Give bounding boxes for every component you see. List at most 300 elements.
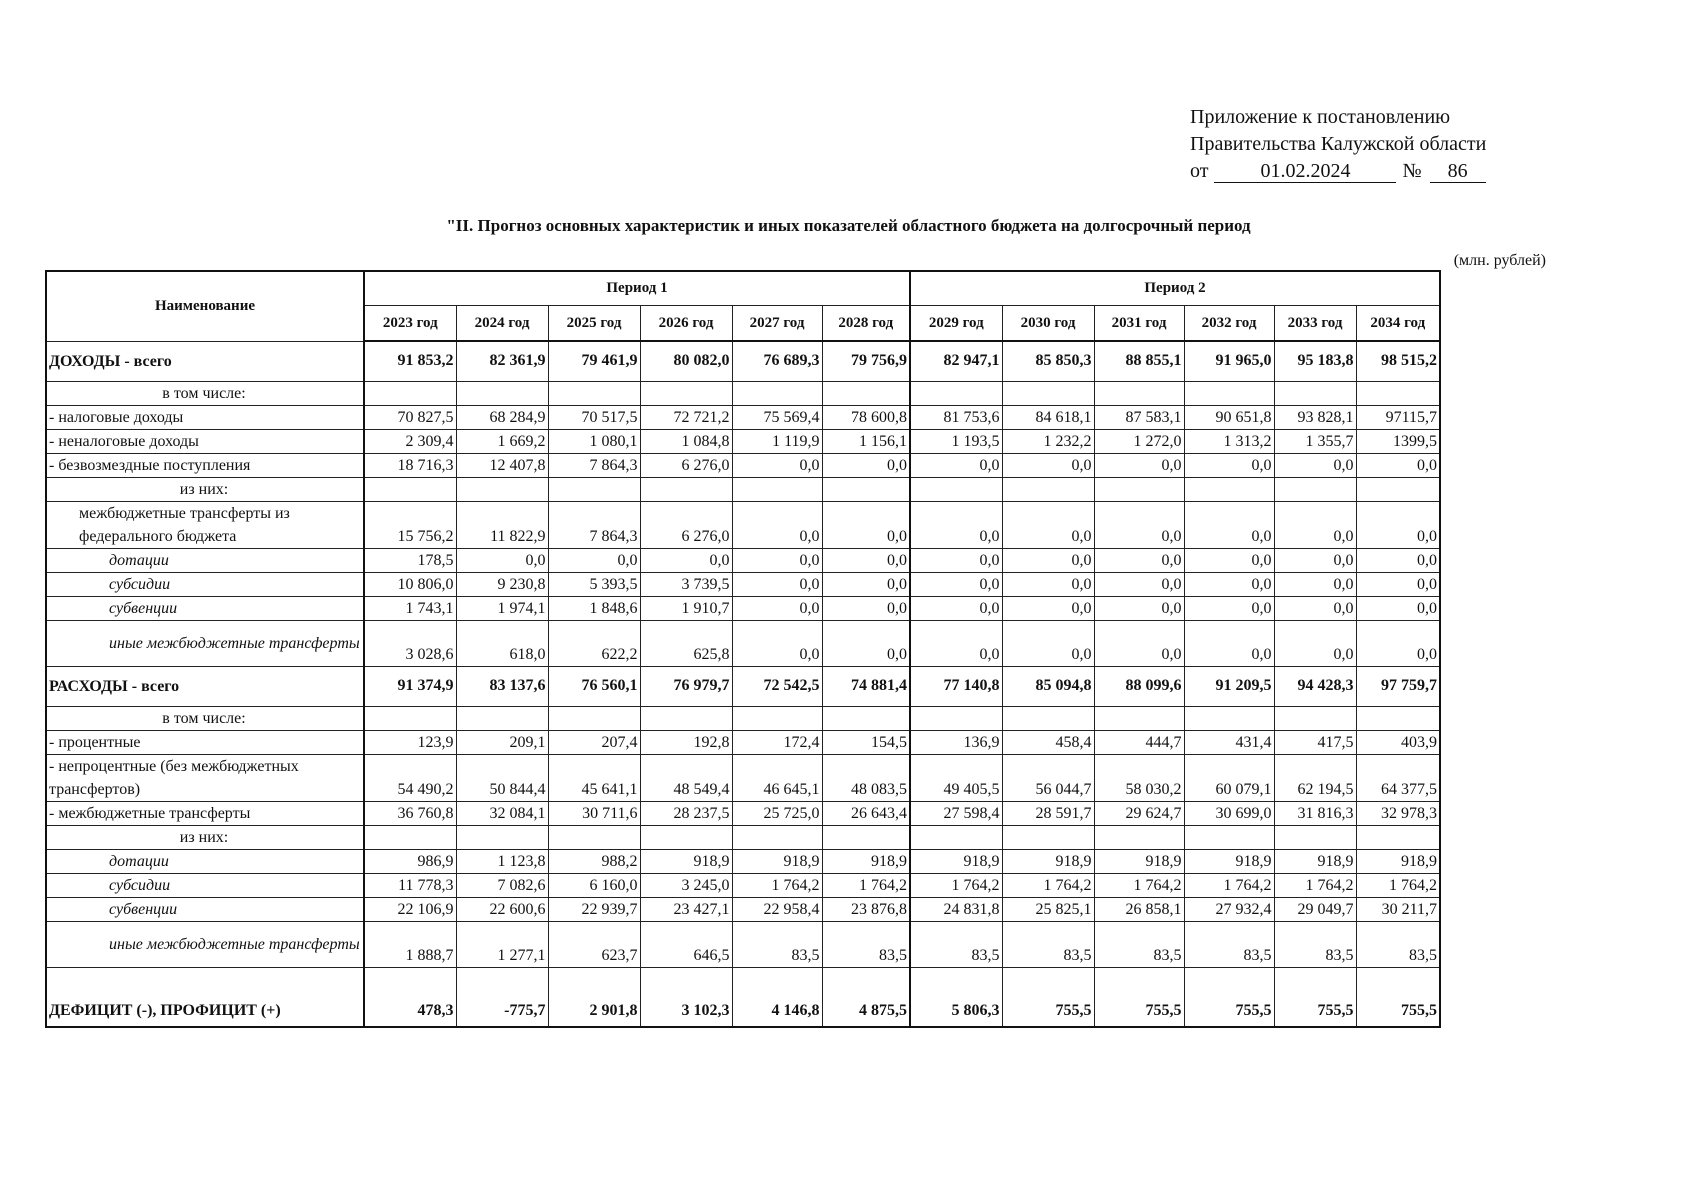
value-cell: 0,0 (910, 572, 1002, 596)
value-cell: 3 102,3 (640, 967, 732, 1027)
value-cell: 0,0 (1184, 596, 1274, 620)
row-label: субсидии (46, 572, 364, 596)
value-cell: 0,0 (640, 548, 732, 572)
value-cell: 62 194,5 (1274, 754, 1356, 801)
value-cell: 1 743,1 (364, 596, 456, 620)
value-cell (1356, 477, 1440, 501)
value-cell: 85 850,3 (1002, 341, 1094, 381)
value-cell: 32 084,1 (456, 801, 548, 825)
value-cell: 18 716,3 (364, 453, 456, 477)
value-cell: 1 974,1 (456, 596, 548, 620)
table-row (46, 620, 1440, 666)
value-cell: 75 569,4 (732, 405, 822, 429)
value-cell (1274, 381, 1356, 405)
value-cell: 0,0 (732, 453, 822, 477)
value-cell (910, 477, 1002, 501)
value-cell: 30 211,7 (1356, 897, 1440, 921)
value-cell: 986,9 (364, 849, 456, 873)
row-label: субвенции (46, 897, 364, 921)
value-cell: 458,4 (1002, 730, 1094, 754)
value-cell (1184, 706, 1274, 730)
value-cell: 136,9 (910, 730, 1002, 754)
table-row (46, 501, 1440, 548)
value-cell (732, 825, 822, 849)
row-label: в том числе: (46, 706, 364, 730)
value-cell: 64 377,5 (1356, 754, 1440, 801)
value-cell: -775,7 (456, 967, 548, 1027)
value-cell (1356, 706, 1440, 730)
value-cell: 0,0 (1184, 501, 1274, 548)
approval-number: 86 (1430, 160, 1486, 183)
value-cell: 1 277,1 (456, 921, 548, 967)
value-cell: 417,5 (1274, 730, 1356, 754)
value-cell: 207,4 (548, 730, 640, 754)
value-cell (1184, 381, 1274, 405)
value-cell: 622,2 (548, 620, 640, 666)
value-cell: 48 549,4 (640, 754, 732, 801)
value-cell: 25 825,1 (1002, 897, 1094, 921)
value-cell: 0,0 (732, 548, 822, 572)
value-cell: 1 764,2 (1184, 873, 1274, 897)
value-cell: 403,9 (1356, 730, 1440, 754)
value-cell: 49 405,5 (910, 754, 1002, 801)
value-cell (456, 825, 548, 849)
row-label: - безвозмездные поступления (46, 453, 364, 477)
value-cell: 68 284,9 (456, 405, 548, 429)
value-cell: 0,0 (548, 548, 640, 572)
value-cell: 3 245,0 (640, 873, 732, 897)
value-cell (640, 825, 732, 849)
value-cell: 755,5 (1356, 967, 1440, 1027)
value-cell: 0,0 (732, 620, 822, 666)
value-cell: 79 461,9 (548, 341, 640, 381)
value-cell (732, 477, 822, 501)
approval-date-line (1190, 158, 1590, 185)
value-cell: 646,5 (640, 921, 732, 967)
value-cell: 6 276,0 (640, 501, 732, 548)
value-cell: 60 079,1 (1184, 754, 1274, 801)
value-cell: 431,4 (1184, 730, 1274, 754)
value-cell: 83,5 (1184, 921, 1274, 967)
value-cell: 918,9 (1094, 849, 1184, 873)
value-cell (548, 381, 640, 405)
value-cell: 26 643,4 (822, 801, 910, 825)
table-row (46, 429, 1440, 453)
row-label: субвенции (46, 596, 364, 620)
value-cell: 755,5 (1274, 967, 1356, 1027)
approval-number-label: № (1402, 160, 1422, 182)
value-cell: 77 140,8 (910, 666, 1002, 706)
table-row (46, 596, 1440, 620)
value-cell: 10 806,0 (364, 572, 456, 596)
row-label: РАСХОДЫ - всего (46, 666, 364, 706)
value-cell: 88 855,1 (1094, 341, 1184, 381)
value-cell: 83,5 (732, 921, 822, 967)
row-label: дотации (46, 548, 364, 572)
table-row (46, 801, 1440, 825)
value-cell: 76 560,1 (548, 666, 640, 706)
table-row (46, 873, 1440, 897)
row-label: в том числе: (46, 381, 364, 405)
units-label: (млн. рублей) (1453, 252, 1546, 269)
value-cell: 91 374,9 (364, 666, 456, 706)
value-cell (1274, 706, 1356, 730)
value-cell: 0,0 (1274, 620, 1356, 666)
value-cell: 26 858,1 (1094, 897, 1184, 921)
value-cell: 0,0 (822, 572, 910, 596)
value-cell: 0,0 (1094, 548, 1184, 572)
value-cell: 918,9 (732, 849, 822, 873)
value-cell: 1399,5 (1356, 429, 1440, 453)
value-cell (640, 381, 732, 405)
value-cell: 31 816,3 (1274, 801, 1356, 825)
value-cell: 56 044,7 (1002, 754, 1094, 801)
value-cell: 24 831,8 (910, 897, 1002, 921)
value-cell: 0,0 (1274, 548, 1356, 572)
row-label: из них: (46, 825, 364, 849)
value-cell: 28 591,7 (1002, 801, 1094, 825)
value-cell: 1 764,2 (1274, 873, 1356, 897)
value-cell: 1 764,2 (822, 873, 910, 897)
value-cell: 83 137,6 (456, 666, 548, 706)
value-cell: 0,0 (910, 548, 1002, 572)
table-row (46, 453, 1440, 477)
value-cell: 78 600,8 (822, 405, 910, 429)
value-cell (732, 381, 822, 405)
table-row (46, 849, 1440, 873)
year-header: 2034 год (1356, 306, 1440, 342)
value-cell: 23 876,8 (822, 897, 910, 921)
value-cell: 0,0 (1094, 620, 1184, 666)
value-cell: 1 123,8 (456, 849, 548, 873)
value-cell: 1 764,2 (1002, 873, 1094, 897)
year-header: 2029 год (910, 306, 1002, 342)
table-row (46, 666, 1440, 706)
value-cell: 6 276,0 (640, 453, 732, 477)
value-cell (1094, 706, 1184, 730)
value-cell: 81 753,6 (910, 405, 1002, 429)
period-1-header: Период 1 (364, 271, 910, 306)
name-column-header: Наименование (46, 271, 364, 341)
table-row (46, 967, 1440, 1027)
value-cell (1184, 477, 1274, 501)
value-cell: 22 939,7 (548, 897, 640, 921)
value-cell: 36 760,8 (364, 801, 456, 825)
year-header: 2031 год (1094, 306, 1184, 342)
value-cell (456, 706, 548, 730)
value-cell: 7 864,3 (548, 501, 640, 548)
year-header: 2023 год (364, 306, 456, 342)
value-cell: 0,0 (910, 596, 1002, 620)
value-cell: 0,0 (1094, 596, 1184, 620)
value-cell: 5 393,5 (548, 572, 640, 596)
period-2-header: Период 2 (910, 271, 1440, 306)
value-cell (1002, 825, 1094, 849)
year-header: 2027 год (732, 306, 822, 342)
value-cell: 58 030,2 (1094, 754, 1184, 801)
value-cell: 0,0 (1002, 501, 1094, 548)
value-cell (640, 477, 732, 501)
value-cell: 0,0 (1356, 620, 1440, 666)
value-cell: 0,0 (1274, 596, 1356, 620)
value-cell: 22 106,9 (364, 897, 456, 921)
value-cell (1094, 477, 1184, 501)
value-cell: 85 094,8 (1002, 666, 1094, 706)
value-cell: 83,5 (1356, 921, 1440, 967)
value-cell: 83,5 (1002, 921, 1094, 967)
value-cell: 0,0 (1002, 572, 1094, 596)
value-cell (364, 825, 456, 849)
value-cell (1356, 825, 1440, 849)
value-cell: 0,0 (1094, 453, 1184, 477)
value-cell: 0,0 (1356, 548, 1440, 572)
value-cell: 0,0 (732, 572, 822, 596)
table-row (46, 825, 1440, 849)
value-cell: 87 583,1 (1094, 405, 1184, 429)
value-cell: 12 407,8 (456, 453, 548, 477)
row-label: межбюджетные трансферты из федерального бюджета (46, 501, 364, 548)
approval-line-1: Приложение к постановлению (1190, 106, 1451, 128)
row-label: - неналоговые доходы (46, 429, 364, 453)
value-cell: 22 600,6 (456, 897, 548, 921)
value-cell: 4 875,5 (822, 967, 910, 1027)
value-cell: 0,0 (1356, 453, 1440, 477)
value-cell: 46 645,1 (732, 754, 822, 801)
value-cell: 50 844,4 (456, 754, 548, 801)
table-row (46, 754, 1440, 801)
value-cell (548, 706, 640, 730)
value-cell: 76 689,3 (732, 341, 822, 381)
value-cell: 79 756,9 (822, 341, 910, 381)
value-cell: 625,8 (640, 620, 732, 666)
table-row (46, 405, 1440, 429)
value-cell (910, 706, 1002, 730)
value-cell: 4 146,8 (732, 967, 822, 1027)
row-label: - процентные (46, 730, 364, 754)
approval-line-2: Правительства Калужской области (1190, 133, 1487, 155)
value-cell: 7 864,3 (548, 453, 640, 477)
budget-forecast-table (45, 270, 1441, 1028)
value-cell: 29 049,7 (1274, 897, 1356, 921)
value-cell: 1 355,7 (1274, 429, 1356, 453)
value-cell: 0,0 (1356, 501, 1440, 548)
value-cell (1274, 825, 1356, 849)
value-cell: 154,5 (822, 730, 910, 754)
year-header: 2026 год (640, 306, 732, 342)
value-cell: 45 641,1 (548, 754, 640, 801)
value-cell: 209,1 (456, 730, 548, 754)
value-cell: 25 725,0 (732, 801, 822, 825)
value-cell: 0,0 (1274, 453, 1356, 477)
value-cell: 0,0 (732, 596, 822, 620)
value-cell: 0,0 (1184, 548, 1274, 572)
value-cell: 0,0 (732, 501, 822, 548)
value-cell: 30 711,6 (548, 801, 640, 825)
value-cell: 0,0 (1002, 453, 1094, 477)
value-cell: 7 082,6 (456, 873, 548, 897)
value-cell (1002, 381, 1094, 405)
approval-block (1190, 104, 1590, 185)
value-cell: 1 156,1 (822, 429, 910, 453)
value-cell: 72 721,2 (640, 405, 732, 429)
value-cell: 0,0 (1002, 596, 1094, 620)
value-cell: 1 764,2 (1356, 873, 1440, 897)
value-cell: 918,9 (822, 849, 910, 873)
year-header: 2030 год (1002, 306, 1094, 342)
value-cell (732, 706, 822, 730)
value-cell: 90 651,8 (1184, 405, 1274, 429)
value-cell: 918,9 (1184, 849, 1274, 873)
table-row (46, 477, 1440, 501)
value-cell: 0,0 (456, 548, 548, 572)
row-label: дотации (46, 849, 364, 873)
value-cell: 94 428,3 (1274, 666, 1356, 706)
value-cell: 0,0 (1274, 501, 1356, 548)
value-cell: 70 517,5 (548, 405, 640, 429)
value-cell: 29 624,7 (1094, 801, 1184, 825)
value-cell (548, 477, 640, 501)
value-cell (640, 706, 732, 730)
value-cell: 83,5 (1274, 921, 1356, 967)
value-cell: 1 888,7 (364, 921, 456, 967)
value-cell: 918,9 (910, 849, 1002, 873)
table-row (46, 897, 1440, 921)
value-cell: 1 669,2 (456, 429, 548, 453)
value-cell (822, 381, 910, 405)
value-cell (1184, 825, 1274, 849)
approval-date: 01.02.2024 (1214, 160, 1396, 183)
value-cell (1094, 825, 1184, 849)
value-cell (822, 477, 910, 501)
value-cell: 0,0 (1184, 453, 1274, 477)
value-cell: 192,8 (640, 730, 732, 754)
value-cell: 27 598,4 (910, 801, 1002, 825)
value-cell: 27 932,4 (1184, 897, 1274, 921)
value-cell: 1 910,7 (640, 596, 732, 620)
value-cell: 0,0 (822, 596, 910, 620)
value-cell: 88 099,6 (1094, 666, 1184, 706)
value-cell: 755,5 (1002, 967, 1094, 1027)
value-cell: 918,9 (1274, 849, 1356, 873)
value-cell: 0,0 (1184, 620, 1274, 666)
value-cell (456, 381, 548, 405)
value-cell: 83,5 (910, 921, 1002, 967)
value-cell (364, 706, 456, 730)
table-row (46, 341, 1440, 381)
value-cell: 97115,7 (1356, 405, 1440, 429)
year-header: 2024 год (456, 306, 548, 342)
value-cell: 0,0 (910, 501, 1002, 548)
table-row (46, 381, 1440, 405)
value-cell: 172,4 (732, 730, 822, 754)
table-row (46, 572, 1440, 596)
value-cell: 918,9 (1356, 849, 1440, 873)
row-label: ДОХОДЫ - всего (46, 341, 364, 381)
value-cell: 82 947,1 (910, 341, 1002, 381)
value-cell: 3 028,6 (364, 620, 456, 666)
value-cell: 82 361,9 (456, 341, 548, 381)
value-cell: 84 618,1 (1002, 405, 1094, 429)
value-cell: 0,0 (1094, 501, 1184, 548)
value-cell: 83,5 (822, 921, 910, 967)
row-label: - межбюджетные трансферты (46, 801, 364, 825)
value-cell: 918,9 (1002, 849, 1094, 873)
row-label: иные межбюджетные трансферты (46, 921, 364, 967)
value-cell: 1 764,2 (732, 873, 822, 897)
row-label: - налоговые доходы (46, 405, 364, 429)
row-label: из них: (46, 477, 364, 501)
value-cell: 2 309,4 (364, 429, 456, 453)
value-cell: 755,5 (1094, 967, 1184, 1027)
value-cell: 0,0 (1356, 596, 1440, 620)
value-cell (456, 477, 548, 501)
value-cell: 74 881,4 (822, 666, 910, 706)
value-cell: 1 193,5 (910, 429, 1002, 453)
value-cell: 1 084,8 (640, 429, 732, 453)
value-cell (910, 381, 1002, 405)
value-cell (822, 825, 910, 849)
value-cell (1094, 381, 1184, 405)
value-cell: 22 958,4 (732, 897, 822, 921)
value-cell: 0,0 (910, 453, 1002, 477)
value-cell: 123,9 (364, 730, 456, 754)
value-cell: 0,0 (1356, 572, 1440, 596)
value-cell: 0,0 (822, 620, 910, 666)
value-cell: 0,0 (910, 620, 1002, 666)
table-row (46, 548, 1440, 572)
value-cell: 623,7 (548, 921, 640, 967)
value-cell: 15 756,2 (364, 501, 456, 548)
value-cell: 444,7 (1094, 730, 1184, 754)
value-cell: 1 119,9 (732, 429, 822, 453)
value-cell (822, 706, 910, 730)
value-cell: 0,0 (1002, 620, 1094, 666)
document-title: "II. Прогноз основных характеристик и иных показателей областного бюджета на долгосрочный период (446, 216, 1251, 235)
row-label: субсидии (46, 873, 364, 897)
value-cell: 1 232,2 (1002, 429, 1094, 453)
value-cell: 28 237,5 (640, 801, 732, 825)
value-cell: 83,5 (1094, 921, 1184, 967)
value-cell: 91 209,5 (1184, 666, 1274, 706)
value-cell: 0,0 (1002, 548, 1094, 572)
value-cell (364, 477, 456, 501)
value-cell: 918,9 (640, 849, 732, 873)
value-cell: 1 764,2 (1094, 873, 1184, 897)
value-cell: 9 230,8 (456, 572, 548, 596)
value-cell: 0,0 (1274, 572, 1356, 596)
value-cell: 30 699,0 (1184, 801, 1274, 825)
value-cell (1274, 477, 1356, 501)
table-row (46, 730, 1440, 754)
value-cell: 91 965,0 (1184, 341, 1274, 381)
value-cell: 5 806,3 (910, 967, 1002, 1027)
value-cell: 48 083,5 (822, 754, 910, 801)
value-cell (910, 825, 1002, 849)
value-cell: 1 313,2 (1184, 429, 1274, 453)
value-cell: 93 828,1 (1274, 405, 1356, 429)
value-cell: 0,0 (822, 453, 910, 477)
year-header: 2032 год (1184, 306, 1274, 342)
value-cell: 11 822,9 (456, 501, 548, 548)
value-cell: 0,0 (1094, 572, 1184, 596)
value-cell: 1 080,1 (548, 429, 640, 453)
table-row (46, 921, 1440, 967)
value-cell: 91 853,2 (364, 341, 456, 381)
row-label: ДЕФИЦИТ (-), ПРОФИЦИТ (+) (46, 967, 364, 1027)
value-cell: 95 183,8 (1274, 341, 1356, 381)
value-cell: 1 764,2 (910, 873, 1002, 897)
value-cell: 72 542,5 (732, 666, 822, 706)
